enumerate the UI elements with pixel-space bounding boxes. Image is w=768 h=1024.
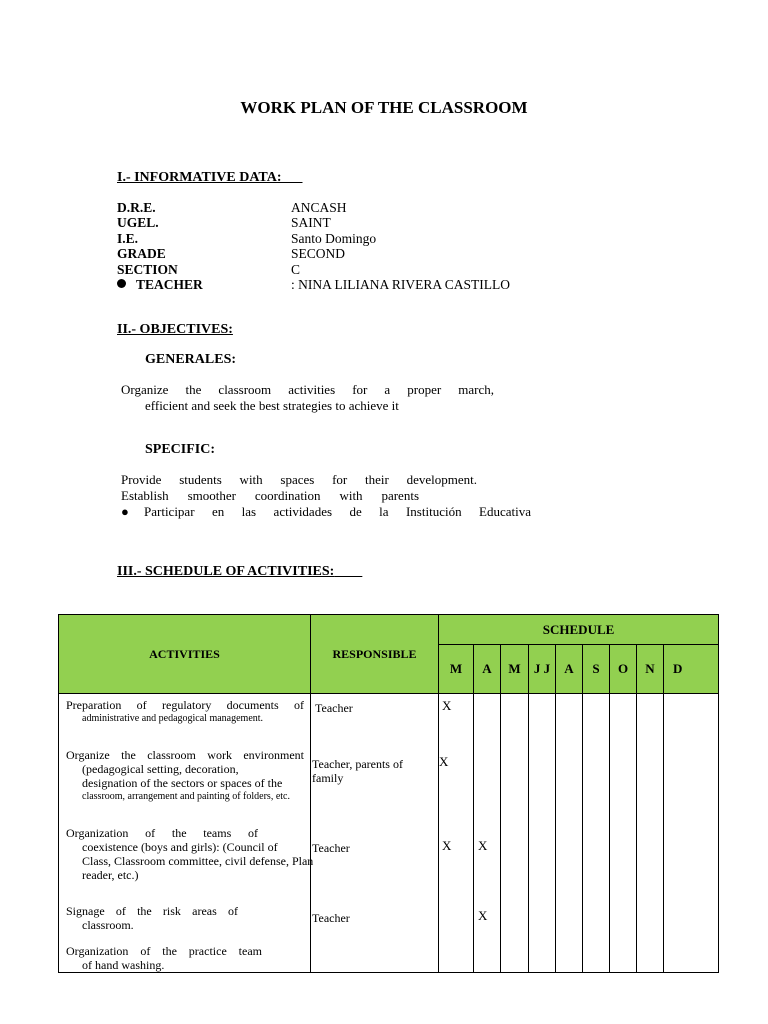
month-cell (501, 694, 529, 973)
month-header: O (610, 645, 637, 694)
month-header: D (664, 645, 719, 694)
specific-text-line2: Establish smoother coordination with parents (121, 488, 419, 503)
specific-text-line1: Provide students with spaces for their development. (121, 472, 477, 487)
schedule-mark: X (478, 908, 488, 923)
page-title: WORK PLAN OF THE CLASSROOM (240, 98, 528, 117)
grade-value: SECOND (291, 246, 346, 261)
activity-item: Preparation of regulatory documents of administrative and pedagogical management. (66, 698, 304, 724)
month-cell (474, 694, 501, 973)
generales-text-line1: Organize the classroom activities for a proper march, (121, 382, 494, 397)
month-header: M (439, 645, 474, 694)
responsible-cell (311, 694, 439, 973)
month-cell (583, 694, 610, 973)
ie-value: Santo Domingo (291, 231, 377, 246)
schedule-mark: X (439, 754, 449, 769)
month-cell (556, 694, 583, 973)
section-objectives-heading: II.- OBJECTIVES: (117, 322, 233, 337)
section-schedule-heading: III.- SCHEDULE OF ACTIVITIES: (117, 564, 335, 579)
month-cell (664, 694, 719, 973)
month-cell (610, 694, 637, 973)
month-header: A (556, 645, 583, 694)
month-cell (529, 694, 556, 973)
specific-label: SPECIFIC: (145, 442, 216, 457)
schedule-mark: X (442, 838, 452, 853)
teacher-value: : NINA LILIANA RIVERA CASTILLO (291, 277, 510, 292)
teacher-label: TEACHER (117, 277, 203, 293)
section-informative-heading: I.- INFORMATIVE DATA: (117, 170, 282, 185)
dre-value: ANCASH (291, 200, 347, 215)
section-label: SECTION (117, 262, 178, 277)
responsible-item: Teacher (315, 701, 353, 715)
responsible-item: Teacher (312, 841, 350, 855)
specific-bullet-item: ● Participar en las actividades de la Institución Educativa (121, 504, 531, 519)
activities-cell (59, 694, 314, 973)
responsible-header: RESPONSIBLE (311, 615, 439, 694)
month-header: J J (529, 645, 556, 694)
schedule-header: SCHEDULE (439, 615, 719, 645)
dre-label: D.R.E. (117, 200, 156, 215)
activities-header: ACTIVITIES (59, 615, 311, 694)
month-cell (439, 694, 474, 973)
bullet-icon (117, 279, 126, 288)
activity-item: Organize the classroom work environment (pedagogical setting, decoration, designation of the sectors or spaces of the classroom, arrangement and painting of folders, etc. (66, 748, 304, 802)
generales-text-line2: efficient and seek the best strategies to achieve it (145, 398, 399, 413)
month-cell (637, 694, 664, 973)
activity-item: Organization of the practice team of hand washing. (66, 944, 262, 972)
month-header: N (637, 645, 664, 694)
ugel-value: SAINT (291, 215, 331, 230)
schedule-mark: X (442, 698, 452, 713)
month-header: M (501, 645, 529, 694)
schedule-mark: X (478, 838, 488, 853)
ie-label: I.E. (117, 231, 139, 246)
activity-item: Organization of the teams of coexistence (boys and girls): (Council of Class, Classroom committee, civil defense, Plan reader, etc.) (66, 826, 314, 882)
month-header: A (474, 645, 501, 694)
activity-item: Signage of the risk areas of classroom. (66, 904, 238, 932)
generales-label: GENERALES: (145, 352, 237, 367)
month-header: S (583, 645, 610, 694)
responsible-item: Teacher (312, 911, 350, 925)
responsible-item: Teacher, parents of family (312, 757, 403, 785)
bullet-icon: ● (121, 504, 129, 519)
section-value: C (291, 262, 301, 277)
schedule-table (58, 614, 719, 973)
grade-label: GRADE (117, 246, 166, 261)
ugel-label: UGEL. (117, 215, 159, 230)
